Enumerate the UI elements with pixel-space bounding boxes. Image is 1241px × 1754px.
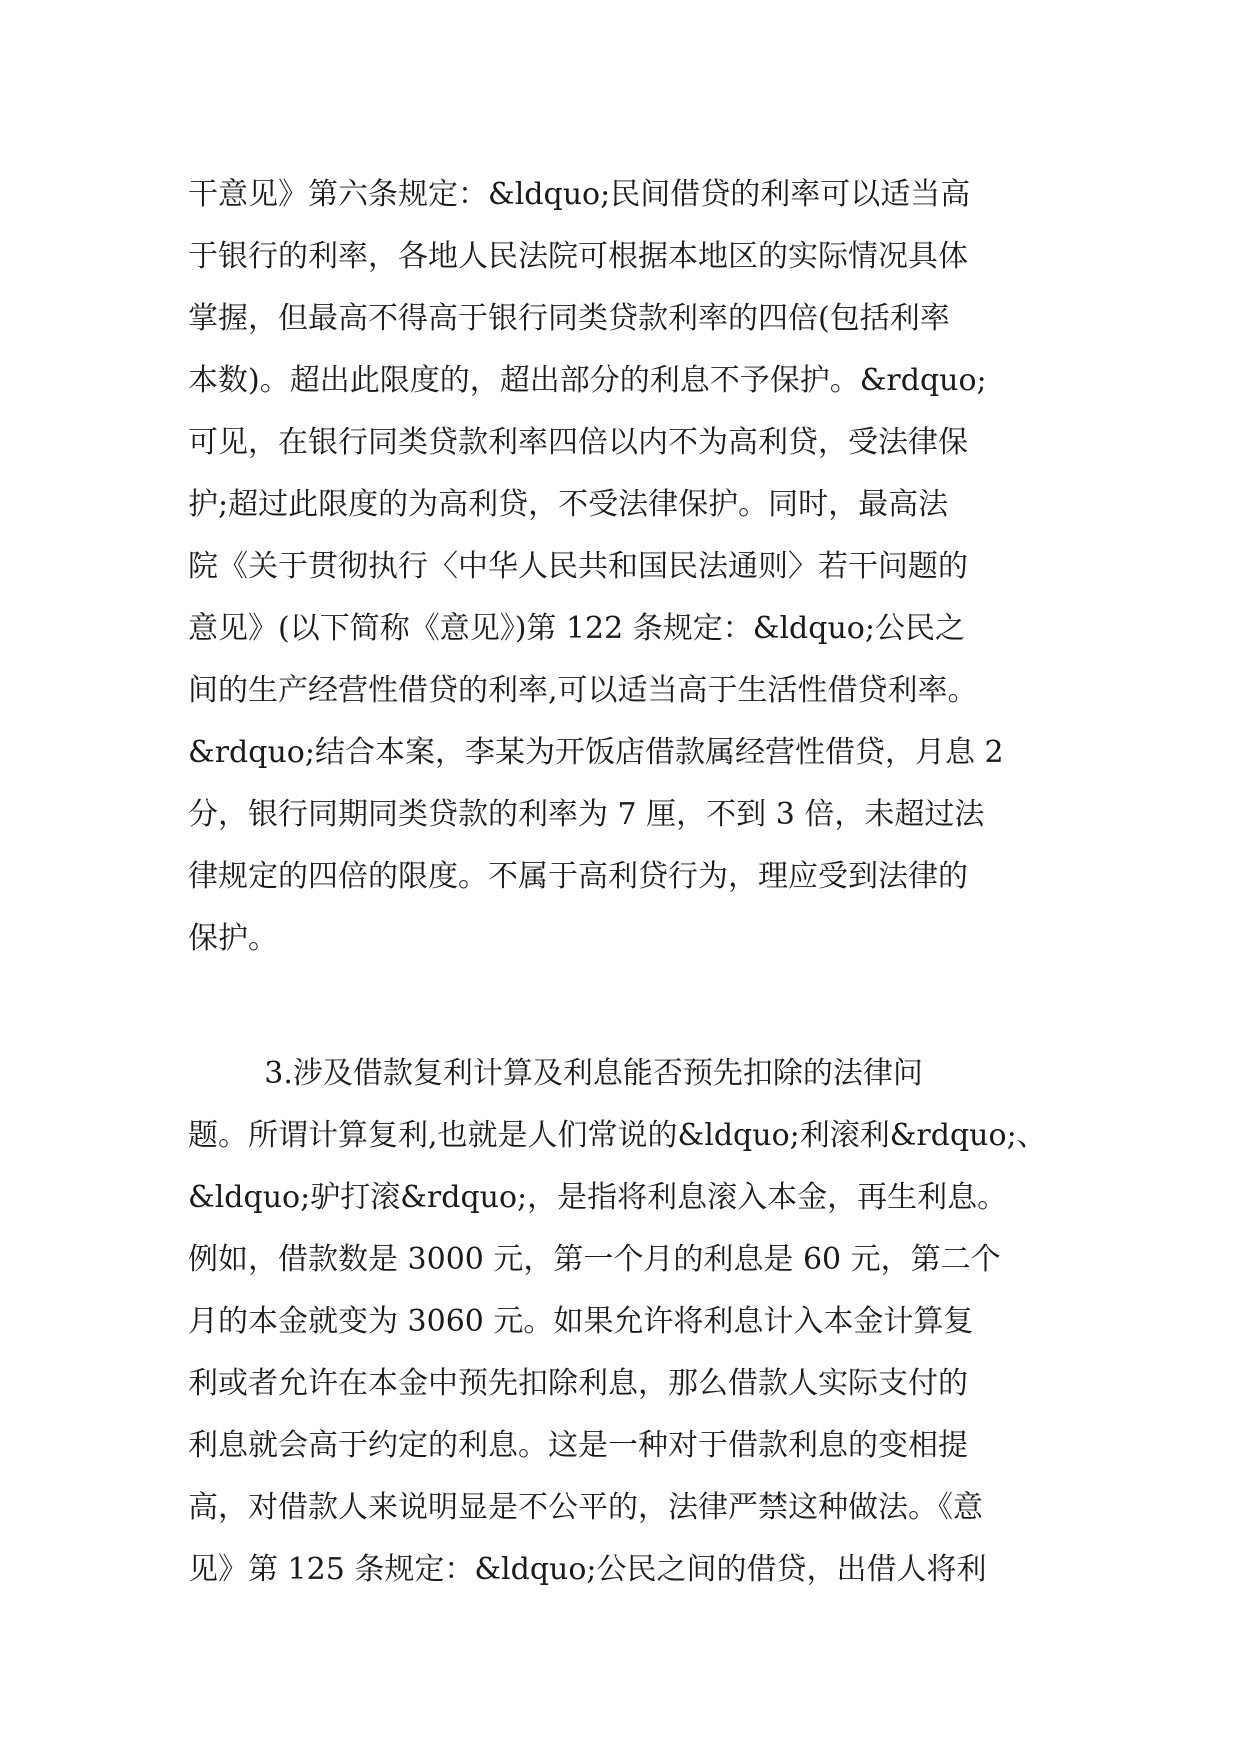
text-line: 间的生产经营性借贷的利率,可以适当高于生活性借贷利率。 xyxy=(188,673,978,708)
text-line: &ldquo;驴打滚&rdquo;，是指将利息滚入本金，再生利息。 xyxy=(188,1180,1008,1215)
text-line: 律规定的四倍的限度。不属于高利贷行为，理应受到法律的 xyxy=(188,859,968,894)
text-line: 意见》(以下简称《意见》)第 122 条规定：&ldquo;公民之 xyxy=(188,611,965,646)
text-line: &rdquo;结合本案，李某为开饭店借款属经营性借贷，月息 2 xyxy=(188,735,1004,770)
text-line: 题。所谓计算复利,也就是人们常说的&ldquo;利滚利&rdquo;、 xyxy=(188,1118,1047,1153)
text-line: 干意见》第六条规定：&ldquo;民间借贷的利率可以适当高 xyxy=(188,177,971,212)
text-line: 保护。 xyxy=(188,921,278,956)
text-line: 分，银行同期同类贷款的利率为 7 厘，不到 3 倍，未超过法 xyxy=(188,797,985,832)
text-line: 院《关于贯彻执行〈中华人民共和国民法通则〉若干问题的 xyxy=(188,549,968,584)
text-line: 本数)。超出此限度的，超出部分的利息不予保护。&rdquo; xyxy=(188,363,987,398)
text-line: 利息就会高于约定的利息。这是一种对于借款利息的变相提 xyxy=(188,1428,968,1463)
text-line: 3.涉及借款复利计算及利息能否预先扣除的法律问 xyxy=(188,1056,923,1091)
text-line: 见》第 125 条规定：&ldquo;公民之间的借贷，出借人将利 xyxy=(188,1552,987,1587)
text-line: 护;超过此限度的为高利贷，不受法律保护。同时，最高法 xyxy=(188,487,949,522)
text-line: 高，对借款人来说明显是不公平的，法律严禁这种做法。《意 xyxy=(188,1490,983,1525)
text-line: 例如，借款数是 3000 元，第一个月的利息是 60 元，第二个 xyxy=(188,1242,1001,1277)
text-line: 月的本金就变为 3060 元。如果允许将利息计入本金计算复 xyxy=(188,1304,974,1339)
text-line: 可见，在银行同类贷款利率四倍以内不为高利贷，受法律保 xyxy=(188,425,968,460)
paragraph-interest-rate-limit xyxy=(188,164,1068,970)
text-line: 利或者允许在本金中预先扣除利息，那么借款人实际支付的 xyxy=(188,1366,968,1401)
text-line: 于银行的利率，各地人民法院可根据本地区的实际情况具体 xyxy=(188,239,968,274)
paragraph-compound-interest xyxy=(188,1043,1068,1601)
text-line: 掌握，但最高不得高于银行同类贷款利率的四倍(包括利率 xyxy=(188,301,950,336)
